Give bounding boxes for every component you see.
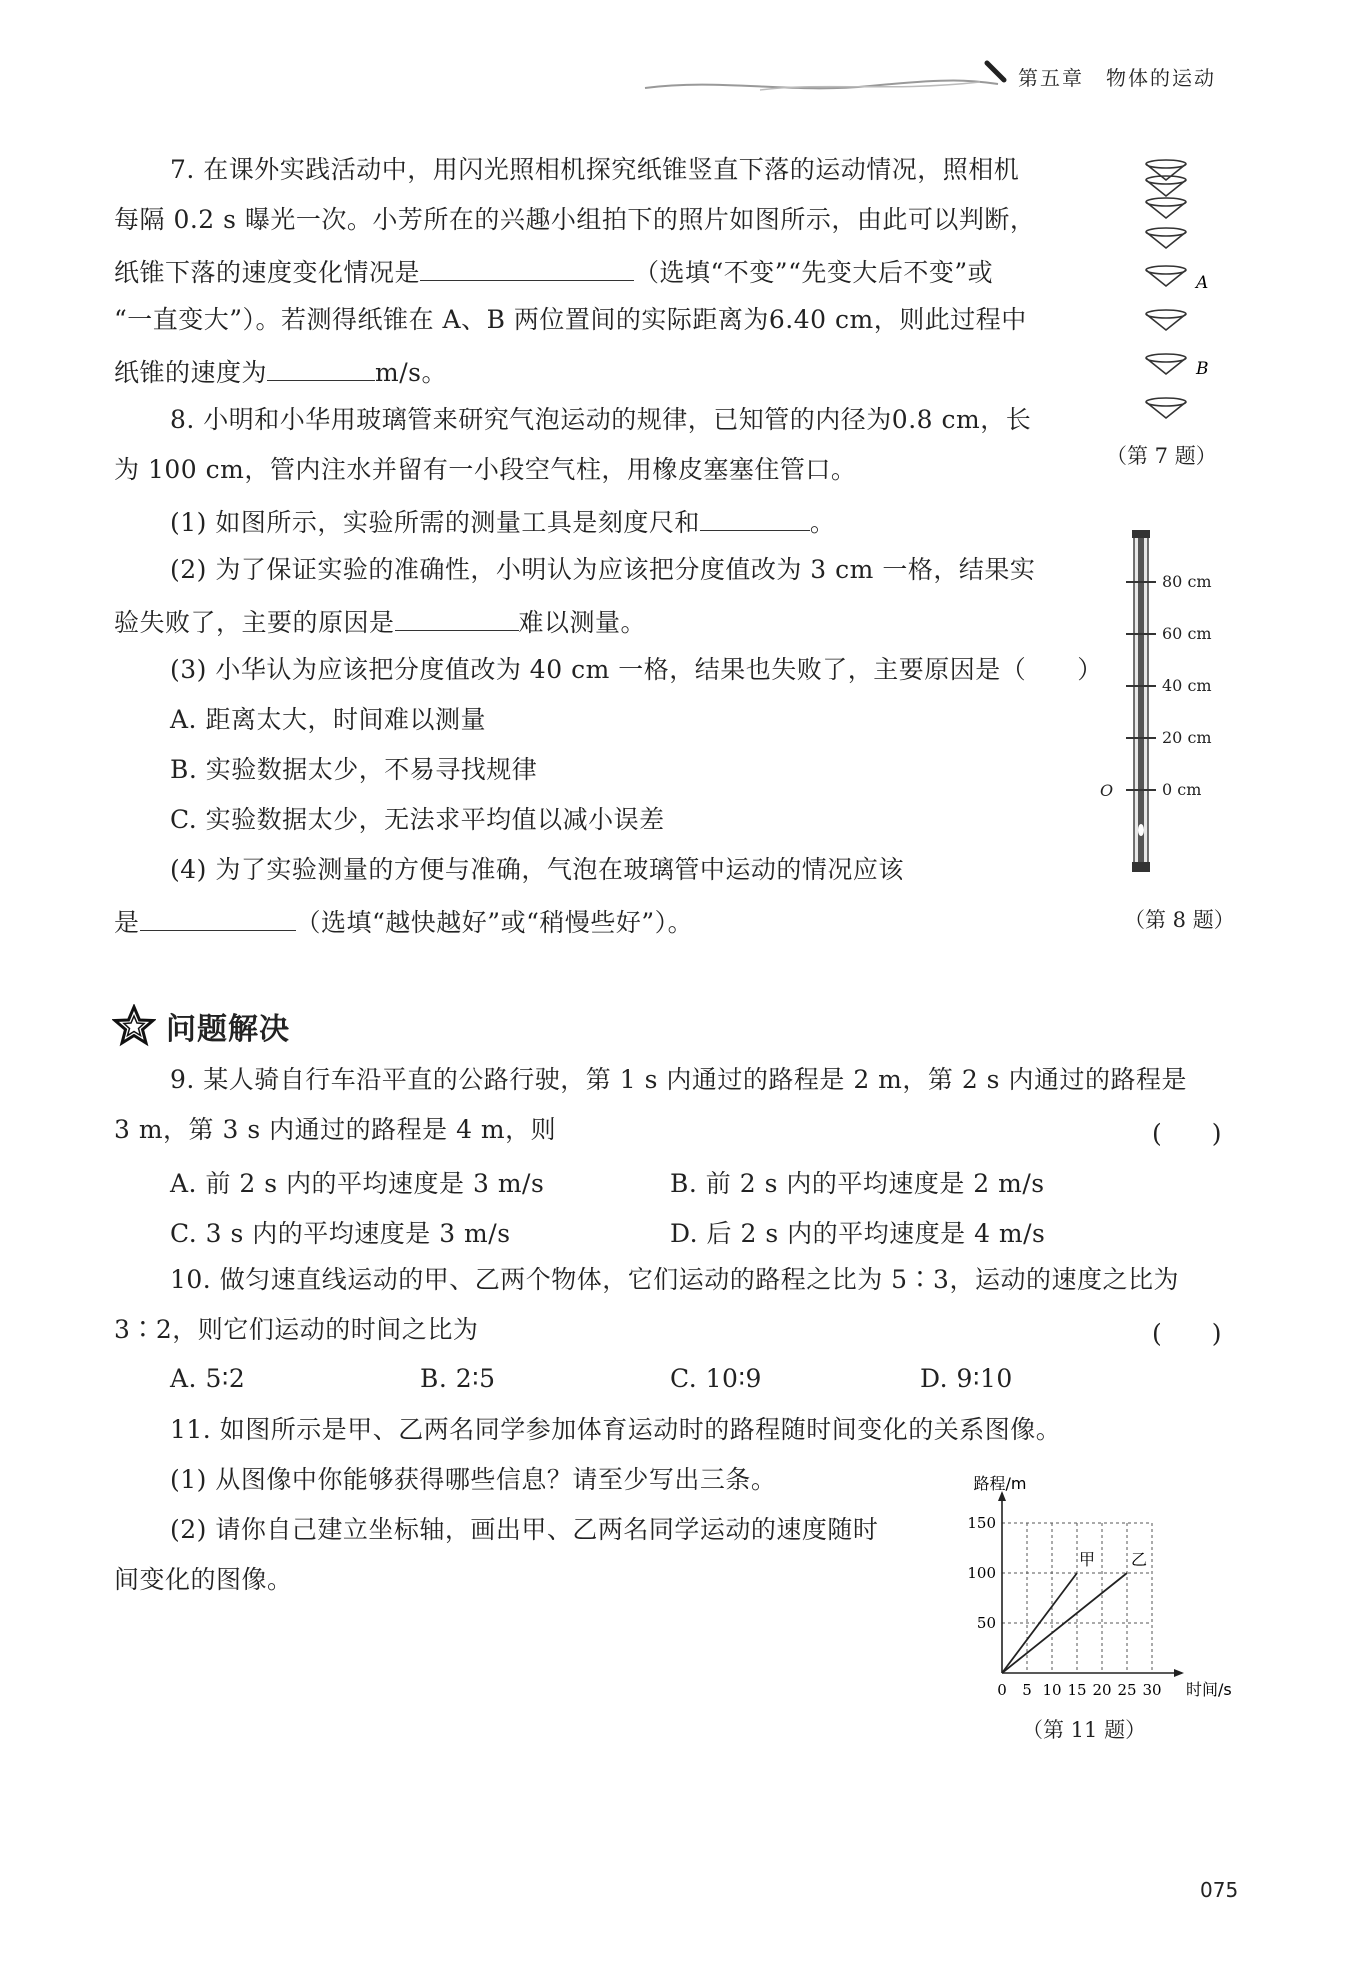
q7-line3-tail: （选填“不变”“先变大后不变”或 — [634, 258, 994, 287]
q7-line4: “一直变大”）。若测得纸锥在 A、B 两位置间的实际距离为6.40 cm，则此过程中 — [114, 305, 1027, 334]
q8-part1-text: (1) 如图所示，实验所需的测量工具是刻度尺和 — [170, 508, 700, 537]
q8-part1 — [170, 504, 835, 539]
q11-part2-line2: 间变化的图像。 — [114, 1565, 293, 1594]
q7-caption: （第 7 题） — [1106, 444, 1217, 468]
q8-part2-line2 — [114, 604, 646, 639]
q7-blank-2[interactable] — [267, 354, 375, 381]
q9-option-c[interactable]: C. 3 s 内的平均速度是 3 m/s — [170, 1219, 511, 1248]
q10-line2: 3∶2，则它们运动的时间之比为 — [114, 1315, 479, 1344]
q8-line2: 为 100 cm，管内注水并留有一小段空气柱，用橡皮塞塞住管口。 — [114, 455, 857, 484]
q8-part2-tail: 难以测量。 — [518, 608, 647, 637]
q9-option-b[interactable]: B. 前 2 s 内的平均速度是 2 m/s — [670, 1169, 1045, 1198]
cone — [1146, 228, 1186, 248]
q10-line1: 10. 做匀速直线运动的甲、乙两个物体，它们运动的路程之比为 5∶3，运动的速度之比为 — [170, 1265, 1179, 1294]
q10-option-c[interactable]: C. 10∶9 — [670, 1364, 762, 1393]
q9-option-a[interactable]: A. 前 2 s 内的平均速度是 3 m/s — [170, 1169, 545, 1198]
section-title: 问题解决 — [166, 1012, 290, 1047]
tube-label-80: 80 cm — [1162, 572, 1212, 591]
q8-option-c[interactable]: C. 实验数据太少，无法求平均值以减小误差 — [170, 805, 665, 834]
x-tick-label: 30 — [1142, 1681, 1162, 1699]
q8-blank-1[interactable] — [700, 504, 810, 531]
x-tick-label: 10 — [1042, 1681, 1062, 1699]
q7-line2: 每隔 0.2 s 曝光一次。小芳所在的兴趣小组拍下的照片如图所示，由此可以判断， — [114, 205, 1036, 234]
q8-part2-text: 验失败了，主要的原因是 — [114, 608, 395, 637]
q11-chart — [910, 1460, 1250, 1710]
q7-line5-text: 纸锥的速度为 — [114, 358, 268, 387]
series-label-1: 甲 — [1079, 1550, 1096, 1569]
y-tick-label: 150 — [967, 1514, 996, 1532]
y-tick-label: 100 — [967, 1564, 996, 1582]
x-tick-label: 20 — [1092, 1681, 1112, 1699]
q7-line1: 7. 在课外实践活动中，用闪光照相机探究纸锥竖直下落的运动情况，照相机 — [170, 155, 1020, 184]
q8-blank-2[interactable] — [395, 604, 519, 631]
q9-answer-paren[interactable]: ( ) — [1152, 1119, 1222, 1148]
q8-option-b[interactable]: B. 实验数据太少，不易寻找规律 — [170, 755, 538, 784]
y-tick-label: 50 — [976, 1614, 996, 1632]
tube-origin-label: O — [1100, 781, 1114, 800]
q8-part3: (3) 小华认为应该把分度值改为 40 cm 一格，结果也失败了，主要原因是（ ） — [170, 655, 1103, 684]
q10-option-a[interactable]: A. 5∶2 — [170, 1364, 246, 1393]
q9-line2: 3 m，第 3 s 内通过的路程是 4 m，则 — [114, 1115, 557, 1144]
q8-part4-text: 是 — [114, 908, 140, 937]
cone — [1146, 198, 1186, 218]
tube-label-20: 20 cm — [1162, 728, 1212, 747]
q7-blank-1[interactable] — [420, 254, 634, 281]
q7-line5 — [114, 354, 447, 389]
q9-option-d[interactable]: D. 后 2 s 内的平均速度是 4 m/s — [670, 1219, 1046, 1248]
cone — [1146, 354, 1186, 374]
q7-line3 — [114, 254, 993, 289]
x-axis-arrow — [1174, 1669, 1184, 1677]
cone — [1146, 310, 1186, 330]
q8-caption: （第 8 题） — [1124, 908, 1235, 932]
q8-part4-line1: (4) 为了实验测量的方便与准确，气泡在玻璃管中运动的情况应该 — [170, 855, 904, 884]
q11-part2-line1: (2) 请你自己建立坐标轴，画出甲、乙两名同学运动的速度随时 — [170, 1515, 879, 1544]
tube-label-60: 60 cm — [1162, 624, 1212, 643]
q8-part4-line2 — [114, 904, 693, 939]
air-bubble — [1138, 824, 1144, 836]
y-axis-label: 路程/m — [973, 1474, 1027, 1493]
q7-label-b: B — [1196, 359, 1209, 379]
q8-figure-tube — [1090, 530, 1240, 875]
tube-label-0: 0 cm — [1162, 780, 1202, 799]
q8-blank-3[interactable] — [140, 904, 296, 931]
q7-line5-unit: m/s。 — [375, 358, 447, 387]
q7-figure-cones — [1118, 150, 1218, 440]
q10-option-d[interactable]: D. 9∶10 — [920, 1364, 1013, 1393]
page-number: 075 — [1200, 1878, 1239, 1902]
series-label-2: 乙 — [1131, 1550, 1148, 1569]
cone — [1146, 266, 1186, 286]
x-tick-label: 15 — [1067, 1681, 1087, 1699]
x-tick-label: 5 — [1022, 1681, 1032, 1699]
q8-option-a[interactable]: A. 距离太大，时间难以测量 — [170, 705, 486, 734]
q10-option-b[interactable]: B. 2∶5 — [420, 1364, 496, 1393]
q8-part4-tail: （选填“越快越好”或“稍慢些好”）。 — [295, 908, 694, 937]
q11-line1: 11. 如图所示是甲、乙两名同学参加体育运动时的路程随时间变化的关系图像。 — [170, 1415, 1062, 1444]
header-swoosh — [640, 60, 1000, 100]
q7-label-a: A — [1196, 273, 1209, 293]
x-tick-label: 25 — [1117, 1681, 1137, 1699]
x-axis-label: 时间/s — [1186, 1680, 1232, 1699]
q8-part2-line1: (2) 为了保证实验的准确性，小明认为应该把分度值改为 3 cm 一格，结果实 — [170, 555, 1036, 584]
q11-caption: （第 11 题） — [1022, 1718, 1147, 1742]
cone — [1146, 398, 1186, 418]
x-tick-label: 0 — [997, 1681, 1007, 1699]
star-icon — [112, 1004, 156, 1048]
pen-icon — [984, 60, 1010, 86]
tube-label-40: 40 cm — [1162, 676, 1212, 695]
q8-part1-tail: 。 — [809, 508, 836, 537]
q11-part1: (1) 从图像中你能够获得哪些信息？请至少写出三条。 — [170, 1465, 777, 1494]
q8-line1: 8. 小明和小华用玻璃管来研究气泡运动的规律，已知管的内径为0.8 cm，长 — [170, 405, 1032, 434]
q10-answer-paren[interactable]: ( ) — [1152, 1319, 1222, 1348]
q9-line1: 9. 某人骑自行车沿平直的公路行驶，第 1 s 内通过的路程是 2 m，第 2 s 内通过的路程是 — [170, 1065, 1187, 1094]
q7-line3-text: 纸锥下落的速度变化情况是 — [114, 258, 421, 287]
chapter-title: 第五章 物体的运动 — [1018, 66, 1216, 90]
